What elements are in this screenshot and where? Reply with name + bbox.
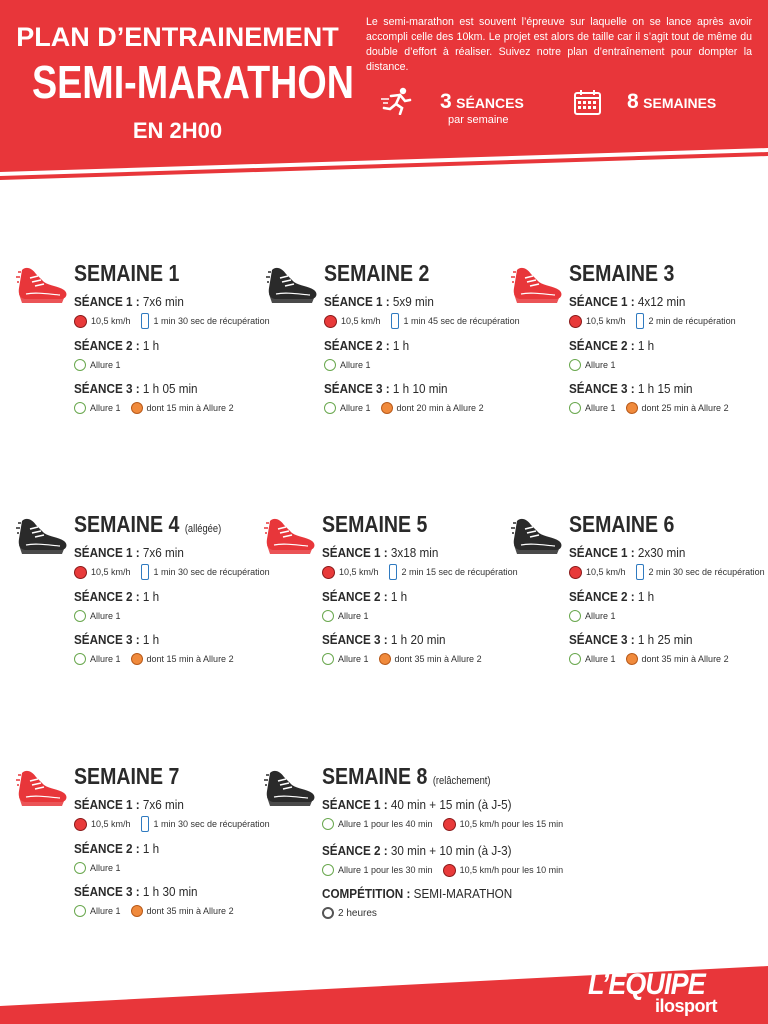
- session-3: SÉANCE 3 : 1 h 15 min Allure 1 dont 25 min à Allure 2: [569, 381, 729, 413]
- speed-icon: [324, 315, 337, 328]
- session-1: SÉANCE 1 : 5x9 min 10,5 km/h 1 min 45 sec de récupération: [324, 294, 534, 329]
- week-title: SEMAINE 3: [569, 260, 675, 286]
- allure1-icon: [569, 610, 581, 622]
- stat-sessions-label: SÉANCES: [456, 95, 524, 111]
- allure2-icon: [131, 402, 143, 414]
- session-3: SÉANCE 3 : 1 h 20 min Allure 1 dont 35 min à Allure 2: [322, 632, 482, 664]
- stat-sessions-sub: par semaine: [448, 114, 509, 126]
- intro-text: Le semi-marathon est souvent l’épreuve sur laquelle on se lance après avoir accompli celle des 10km. Le projet est alors de taille car il s’agit tout de même du double d’effort à réaliser. Suivez notre plan d’entraînement pour dompter la distance.: [366, 16, 752, 73]
- session-2: SÉANCE 2 : 1 h Allure 1: [324, 338, 410, 370]
- allure1-icon: [74, 359, 86, 371]
- session-1: SÉANCE 1 : 7x6 min 10,5 km/h 1 min 30 sec de récupération: [74, 545, 284, 580]
- allure1-icon: [322, 610, 334, 622]
- water-bottle-icon: [141, 313, 149, 329]
- title-line-1: PLAN D’ENTRAINEMENT: [16, 22, 339, 52]
- water-bottle-icon: [636, 564, 644, 580]
- speed-icon: [74, 818, 87, 831]
- allure2-icon: [626, 402, 638, 414]
- session-2: SÉANCE 2 : 1 h Allure 1: [74, 589, 160, 621]
- allure2-icon: [131, 653, 143, 665]
- stat-weeks-label: SEMAINES: [643, 95, 717, 111]
- speed-icon: [443, 864, 456, 877]
- target-icon: [322, 907, 334, 919]
- allure2-icon: [131, 905, 143, 917]
- water-bottle-icon: [141, 816, 149, 832]
- allure1-icon: [322, 653, 334, 665]
- session-1: SÉANCE 1 : 40 min + 15 min (à J-5) Allure 1 pour les 40 min 10,5 km/h pour les 15 min: [322, 797, 564, 829]
- allure1-icon: [324, 402, 336, 414]
- allure1-icon: [569, 402, 581, 414]
- running-shoe-icon: [264, 767, 316, 807]
- session-1: SÉANCE 1 : 2x30 min 10,5 km/h 2 min 30 sec de récupération: [569, 545, 768, 580]
- allure2-icon: [381, 402, 393, 414]
- session-3: SÉANCE 3 : 1 h 10 min Allure 1 dont 20 min à Allure 2: [324, 381, 484, 413]
- speed-icon: [569, 315, 582, 328]
- water-bottle-icon: [391, 313, 399, 329]
- allure1-icon: [74, 653, 86, 665]
- calendar-icon: [574, 89, 601, 115]
- week-title: SEMAINE 6: [569, 511, 675, 537]
- session-2: SÉANCE 2 : 1 h Allure 1: [322, 589, 408, 621]
- speed-icon: [569, 566, 582, 579]
- water-bottle-icon: [636, 313, 644, 329]
- allure1-icon: [324, 359, 336, 371]
- week-title: SEMAINE 5: [322, 511, 428, 537]
- session-3: SÉANCE 3 : 1 h 30 min Allure 1 dont 35 min à Allure 2: [74, 884, 234, 916]
- allure1-icon: [74, 402, 86, 414]
- stat-sessions-value: 3: [440, 90, 452, 113]
- speed-icon: [443, 818, 456, 831]
- title-line-2: SEMI-MARATHON: [31, 56, 354, 108]
- stat-weeks-value: 8: [627, 90, 639, 113]
- running-shoe-icon: [16, 264, 68, 304]
- allure2-icon: [379, 653, 391, 665]
- allure1-icon: [322, 864, 334, 876]
- running-shoe-icon: [511, 264, 563, 304]
- running-shoe-icon: [511, 515, 563, 555]
- session-3: SÉANCE 3 : 1 h 05 min Allure 1 dont 15 min à Allure 2: [74, 381, 234, 413]
- week-title: SEMAINE 1: [74, 260, 180, 286]
- week-title: SEMAINE 2: [324, 260, 430, 286]
- week-title: SEMAINE 8 (relâchement): [322, 763, 491, 789]
- stat-weeks: [627, 90, 716, 114]
- water-bottle-icon: [141, 564, 149, 580]
- session-1: SÉANCE 1 : 4x12 min 10,5 km/h 2 min de récupération: [569, 294, 768, 329]
- week-title: SEMAINE 4 (allégée): [74, 511, 222, 537]
- speed-icon: [322, 566, 335, 579]
- speed-icon: [74, 566, 87, 579]
- competition: COMPÉTITION : SEMI-MARATHON 2 heures: [322, 886, 513, 919]
- session-2: SÉANCE 2 : 1 h Allure 1: [74, 841, 160, 873]
- allure2-icon: [626, 653, 638, 665]
- allure1-icon: [322, 818, 334, 830]
- allure1-icon: [74, 905, 86, 917]
- session-2: SÉANCE 2 : 1 h Allure 1: [74, 338, 160, 370]
- runner-icon: [381, 87, 413, 115]
- ilosport-logo: ilosport: [655, 996, 717, 1016]
- running-shoe-icon: [264, 515, 316, 555]
- allure1-icon: [74, 610, 86, 622]
- running-shoe-icon: [266, 264, 318, 304]
- session-1: SÉANCE 1 : 3x18 min 10,5 km/h 2 min 15 sec de récupération: [322, 545, 532, 580]
- allure1-icon: [569, 359, 581, 371]
- stat-sessions: [440, 90, 524, 126]
- session-1: SÉANCE 1 : 7x6 min 10,5 km/h 1 min 30 sec de récupération: [74, 797, 284, 832]
- running-shoe-icon: [16, 767, 68, 807]
- session-2: SÉANCE 2 : 1 h Allure 1: [569, 589, 655, 621]
- session-3: SÉANCE 3 : 1 h Allure 1 dont 15 min à Allure 2: [74, 632, 234, 664]
- speed-icon: [74, 315, 87, 328]
- lequipe-logo: L’EQUIPE: [588, 968, 705, 1001]
- running-shoe-icon: [16, 515, 68, 555]
- allure1-icon: [74, 862, 86, 874]
- week-title: SEMAINE 7: [74, 763, 180, 789]
- session-1: SÉANCE 1 : 7x6 min 10,5 km/h 1 min 30 sec de récupération: [74, 294, 284, 329]
- session-2: SÉANCE 2 : 30 min + 10 min (à J-3) Allure 1 pour les 30 min 10,5 km/h pour les 10 min: [322, 843, 564, 875]
- session-2: SÉANCE 2 : 1 h Allure 1: [569, 338, 655, 370]
- header-banner: [0, 0, 768, 180]
- water-bottle-icon: [389, 564, 397, 580]
- session-3: SÉANCE 3 : 1 h 25 min Allure 1 dont 35 min à Allure 2: [569, 632, 729, 664]
- title-line-3: EN 2H00: [132, 118, 223, 143]
- allure1-icon: [569, 653, 581, 665]
